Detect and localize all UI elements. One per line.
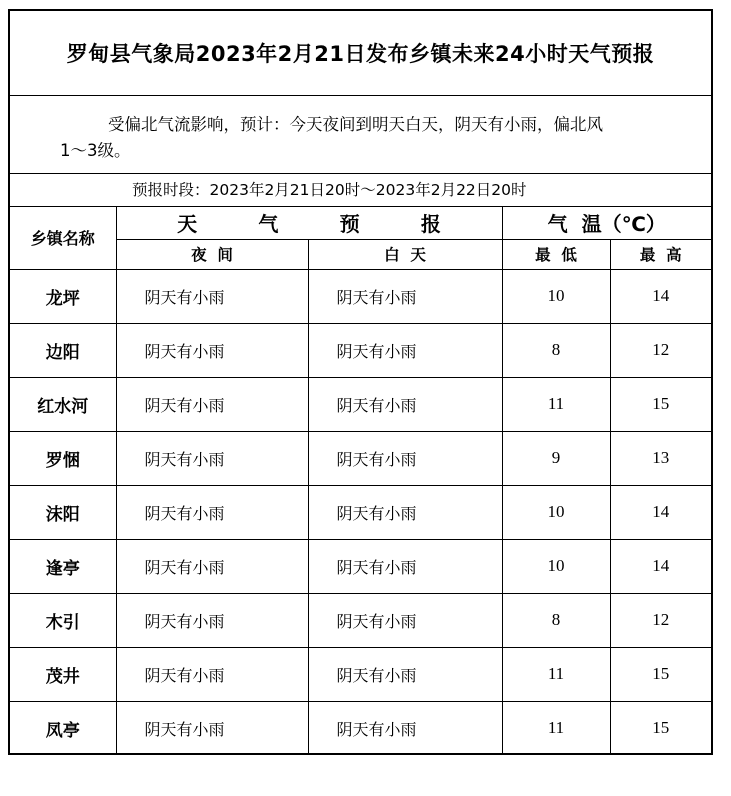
town-name: 沫阳 [10,485,116,539]
max-temp: 13 [610,431,711,485]
table-row [10,485,711,539]
max-temp: 15 [610,701,711,755]
day-weather: 阴天有小雨 [308,485,502,539]
header-weather-char: 预 [339,212,360,237]
town-name: 红水河 [10,377,116,431]
day-weather: 阴天有小雨 [308,431,502,485]
town-name: 边阳 [10,323,116,377]
min-temp: 11 [502,701,610,755]
summary-line-2: 1～3级。 [60,141,131,160]
town-name: 木引 [10,593,116,647]
header-town-name: 乡镇名称 [10,207,116,269]
max-temp: 12 [610,323,711,377]
forecast-document [8,9,713,755]
max-temp: 14 [610,269,711,323]
min-temp: 8 [502,323,610,377]
night-weather: 阴天有小雨 [116,539,308,593]
forecast-summary [10,96,711,174]
day-weather: 阴天有小雨 [308,323,502,377]
min-temp: 9 [502,431,610,485]
max-temp: 15 [610,647,711,701]
header-weather-forecast [116,207,502,239]
day-weather: 阴天有小雨 [308,269,502,323]
min-temp: 10 [502,485,610,539]
header-weather-char: 报 [420,212,441,237]
header-max: 最 高 [610,239,711,269]
min-temp: 10 [502,269,610,323]
header-min: 最 低 [502,239,610,269]
forecast-table [10,207,711,755]
town-name: 罗悃 [10,431,116,485]
min-temp: 8 [502,593,610,647]
day-weather: 阴天有小雨 [308,701,502,755]
min-temp: 10 [502,539,610,593]
max-temp: 14 [610,539,711,593]
document-title: 罗甸县气象局2023年2月21日发布乡镇未来24小时天气预报 [10,11,711,96]
town-name: 凤亭 [10,701,116,755]
header-weather-char: 天 [177,212,198,237]
max-temp: 14 [610,485,711,539]
table-row [10,269,711,323]
day-weather: 阴天有小雨 [308,647,502,701]
min-temp: 11 [502,647,610,701]
table-subheader-row [10,239,711,269]
night-weather: 阴天有小雨 [116,377,308,431]
header-day: 白 天 [308,239,502,269]
town-name: 茂井 [10,647,116,701]
summary-line-1: 受偏北气流影响，预计：今天夜间到明天白天，阴天有小雨，偏北风 [108,115,603,134]
max-temp: 15 [610,377,711,431]
table-row [10,539,711,593]
town-name: 龙坪 [10,269,116,323]
night-weather: 阴天有小雨 [116,431,308,485]
table-row [10,323,711,377]
table-row [10,431,711,485]
night-weather: 阴天有小雨 [116,701,308,755]
night-weather: 阴天有小雨 [116,323,308,377]
header-temperature: 气 温（℃） [502,207,711,239]
table-row [10,701,711,755]
night-weather: 阴天有小雨 [116,593,308,647]
min-temp: 11 [502,377,610,431]
day-weather: 阴天有小雨 [308,593,502,647]
night-weather: 阴天有小雨 [116,485,308,539]
forecast-period: 预报时段：2023年2月21日20时～2023年2月22日20时 [10,174,711,207]
table-row [10,647,711,701]
night-weather: 阴天有小雨 [116,647,308,701]
town-name: 逢亭 [10,539,116,593]
max-temp: 12 [610,593,711,647]
day-weather: 阴天有小雨 [308,539,502,593]
table-row [10,377,711,431]
table-header-row [10,207,711,239]
header-night: 夜 间 [116,239,308,269]
table-row [10,593,711,647]
header-weather-char: 气 [258,212,279,237]
night-weather: 阴天有小雨 [116,269,308,323]
day-weather: 阴天有小雨 [308,377,502,431]
